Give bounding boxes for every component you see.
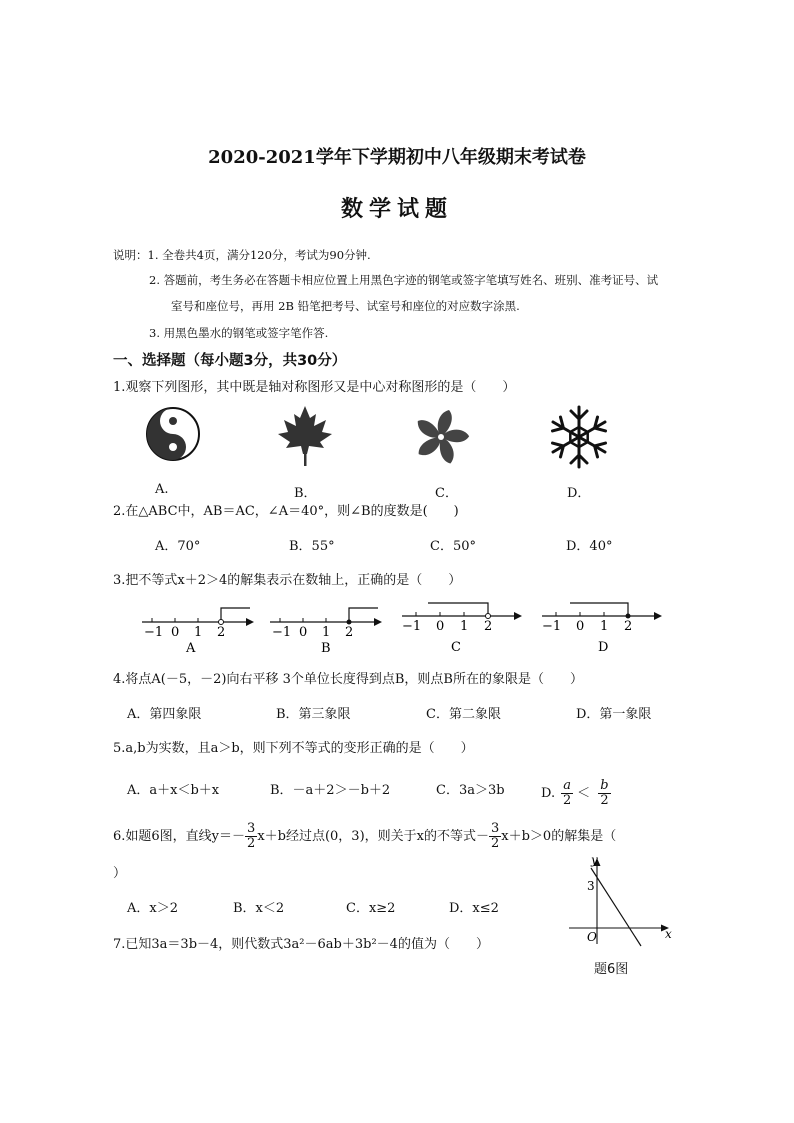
number-line-label-b: B (321, 641, 331, 656)
yin-yang-icon (144, 405, 202, 463)
instruction-2: 2. 答题前，考生务必在答题卡相应位置上用黑色字迹的钢笔或签字笔填写姓名、班别、准考证号、试 (149, 273, 659, 287)
y-intercept-label: 3 (587, 879, 595, 893)
tick-1: 1 (322, 625, 331, 640)
q2-option-d: D．40° (566, 539, 613, 554)
instruction-3: 3. 用黑色墨水的钢笔或签字笔作答. (149, 326, 329, 340)
fraction-3-over-2: $\frac{3}{2}$ (490, 821, 500, 851)
fraction-3-over-2: $\frac{3}{2}$ (247, 821, 256, 851)
q4-option-a: A．第四象限 (127, 707, 202, 722)
question-2-stem: 2.在△ABC中，AB＝AC，∠A＝40°，则∠B的度数是( ) (113, 504, 459, 519)
tick-0: 0 (436, 619, 445, 634)
tick-2: 2 (217, 625, 226, 640)
q4-option-c: C．第二象限 (426, 707, 501, 722)
question-6-figure (565, 852, 675, 948)
instruction-1: 说明：1. 全卷共4页，满分120分，考试为90分钟. (113, 248, 371, 262)
bauhinia-icon (411, 407, 471, 467)
tick-minus-1: −1 (402, 619, 422, 634)
tick-2: 2 (484, 619, 493, 634)
number-line-d (538, 596, 666, 656)
y-axis-label: y (591, 853, 598, 867)
q5-option-d-prefix: D. (541, 786, 556, 801)
q1-label-a: A. (155, 482, 169, 497)
q4-option-d: D．第一象限 (576, 707, 652, 722)
q4-option-b: B．第三象限 (276, 707, 351, 722)
maple-leaf-icon (276, 404, 334, 468)
tick-0: 0 (299, 625, 308, 640)
tick-2: 2 (345, 625, 354, 640)
section-heading: 一、选择题（每小题3分，共30分） (113, 353, 347, 369)
number-line-label-a: A (186, 641, 196, 656)
tick-minus-1: −1 (272, 625, 292, 640)
number-line-a (138, 600, 258, 656)
instruction-2-cont: 室号和座位号，再用 2B 铅笔把考号、试室号和座位的对应数字涂黑. (171, 299, 520, 313)
number-line-label-d: D (598, 640, 609, 655)
q6-option-c: C．x≥2 (346, 901, 396, 916)
page-subtitle: 数学试题 (340, 196, 453, 222)
question-5-stem: 5.a,b为实数，且a＞b，则下列不等式的变形正确的是（ ） (113, 741, 474, 756)
tick-minus-1: −1 (542, 619, 562, 634)
question-3-stem: 3.把不等式x＋2＞4的解集表示在数轴上，正确的是（ ） (113, 573, 462, 588)
q1-label-c: C． (435, 486, 458, 501)
q1-label-d: D． (567, 486, 591, 501)
figure-caption: 题6图 (594, 962, 629, 977)
question-6-stem: 6.如题6图，直线y＝－ $\frac{3}{2}$ x＋b经过点(0，3)，则关于x的不等式－ $\frac{3}{2}$ x＋b＞0的解集是（ (113, 821, 617, 851)
q5-option-a: A．a＋x＜b＋x (127, 783, 220, 798)
q1-label-b: B． (294, 486, 317, 501)
number-line-label-c: C (451, 640, 461, 655)
fraction-a-over-2: $\frac{a}{2}$ (562, 778, 572, 808)
q5-option-b: B．－a＋2＞－b＋2 (270, 783, 391, 798)
x-axis-label: x (665, 927, 672, 941)
q5-option-c: C．3a＞3b (436, 783, 505, 798)
tick-0: 0 (576, 619, 585, 634)
origin-label: O (587, 930, 597, 944)
tick-2: 2 (624, 619, 633, 634)
q6-option-a: A．x＞2 (127, 901, 178, 916)
tick-1: 1 (194, 625, 203, 640)
number-line-c (398, 596, 526, 656)
q2-option-b: B．55° (289, 539, 335, 554)
fraction-b-over-2: $\frac{b}{2}$ (600, 778, 609, 808)
q2-option-a: A．70° (155, 539, 201, 554)
page-title: 2020-2021学年下学期初中八年级期末考试卷 (208, 147, 586, 168)
question-1-stem: 1.观察下列图形，其中既是轴对称图形又是中心对称图形的是（ ） (113, 380, 516, 395)
question-7-stem: 7.已知3a＝3b－4，则代数式3a²－6ab＋3b²－4的值为（ ） (113, 937, 489, 952)
question-4-stem: 4.将点A(－5，－2)向右平移 3个单位长度得到点B，则点B所在的象限是（ ） (113, 672, 583, 687)
tick-minus-1: −1 (144, 625, 164, 640)
q6-option-b: B．x＜2 (233, 901, 285, 916)
q5-option-d: D. $\frac{a}{2}$ ＜ $\frac{b}{2}$ (541, 778, 609, 808)
tick-0: 0 (171, 625, 180, 640)
tick-1: 1 (600, 619, 609, 634)
number-line-b (266, 600, 386, 656)
q6-option-d: D．x≤2 (449, 901, 499, 916)
q2-option-c: C．50° (430, 539, 476, 554)
question-6-close-paren: ） (113, 866, 127, 881)
snowflake-icon (545, 403, 613, 471)
tick-1: 1 (460, 619, 469, 634)
